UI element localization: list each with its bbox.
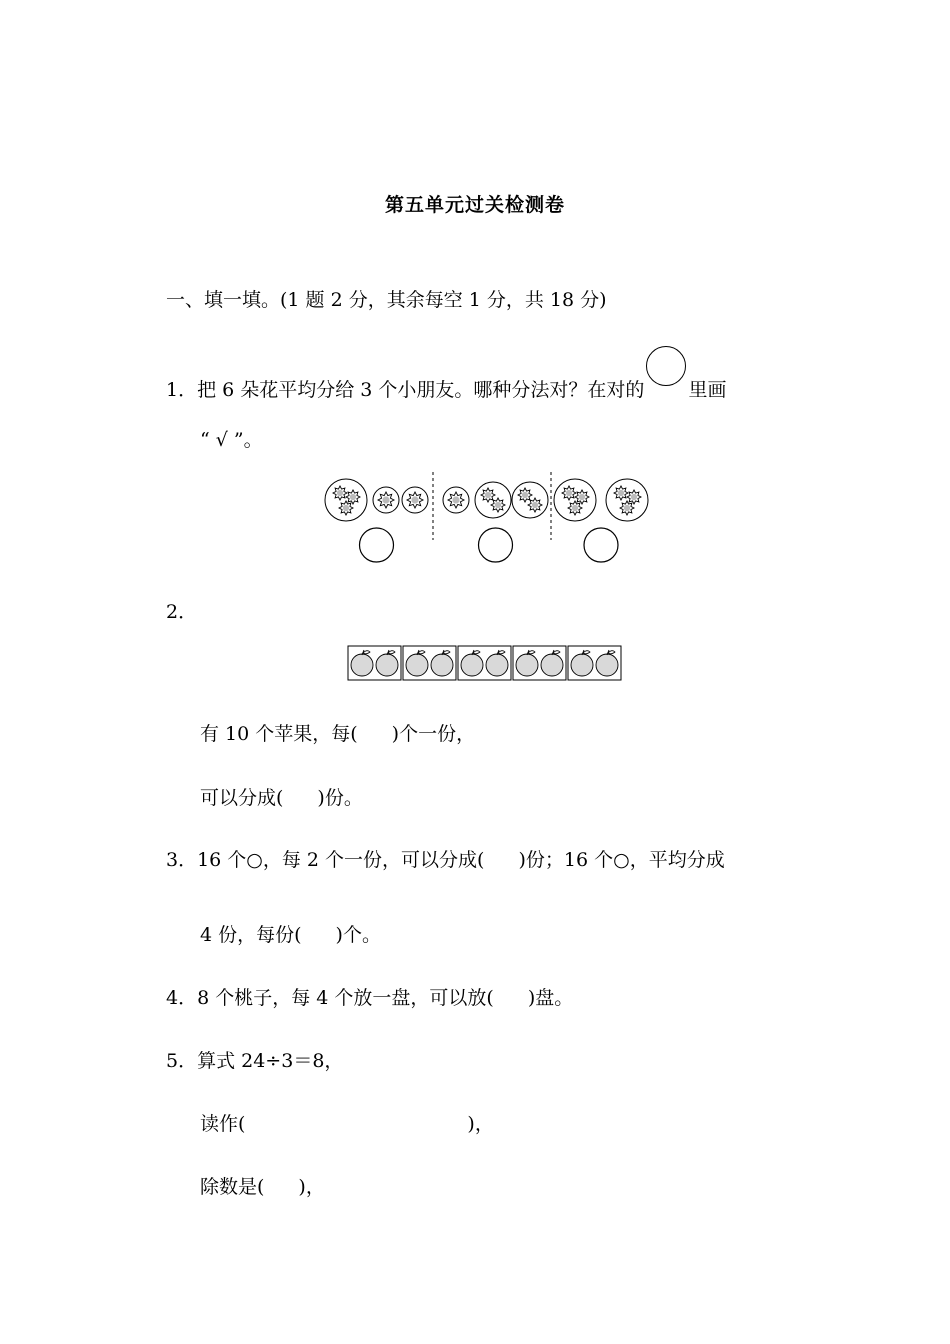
blank-suffix: )个。 [335,924,381,946]
section-heading: 一、填一填。(1 题 2 分，其余每空 1 分，共 18 分) [166,289,607,311]
question-number: 5． [166,1050,198,1072]
question-number: 4． [166,987,198,1009]
apple-box [458,646,511,680]
question-number: 3． [166,849,198,871]
blank-prefix: 有 10 个苹果，每( [200,723,358,745]
page-title: 第五单元过关检测卷 [384,194,565,216]
question-3 [166,848,725,872]
question-text-end: 里画 [688,379,727,401]
question-1-line2: “ √ ”。 [200,429,263,451]
blank-suffix: )盘。 [527,987,574,1009]
blank-prefix: 可以分成( [200,787,284,809]
apple-box [403,646,456,680]
blank-prefix: 8 个桃子，每 4 个放一盘，可以放( [197,987,494,1009]
blank-prefix: 4 份，每份( [200,924,302,946]
apple-box [513,646,566,680]
blank-suffix: )个一份， [391,723,476,745]
apple-box [348,646,401,680]
blank-prefix: 除数是( [200,1176,265,1198]
question-5 [166,1049,343,1073]
question-4 [166,986,573,1010]
question-number: 1． [166,379,198,401]
question-2-line1 [200,722,475,746]
blank-suffix: )， [298,1176,325,1198]
blank-suffix: )份；16 个○，平均分成 [518,849,725,871]
blank-prefix: 读作( [200,1113,246,1135]
question-2-line2 [200,786,363,810]
question-5-read-as [200,1112,494,1136]
question-text: 把 6 朵花平均分给 3 个小朋友。哪种分法对？在对的 [197,379,645,401]
apple-box [568,646,621,680]
question-2: 2． [166,601,198,623]
blank-prefix: 16 个○，每 2 个一份，可以分成( [197,849,485,871]
question-3-line2 [200,923,381,947]
blank-suffix: )， [467,1113,494,1135]
blank-suffix: )份。 [317,787,363,809]
question-text: 算式 24÷3＝8， [197,1050,344,1072]
question-5-divisor [200,1175,325,1199]
